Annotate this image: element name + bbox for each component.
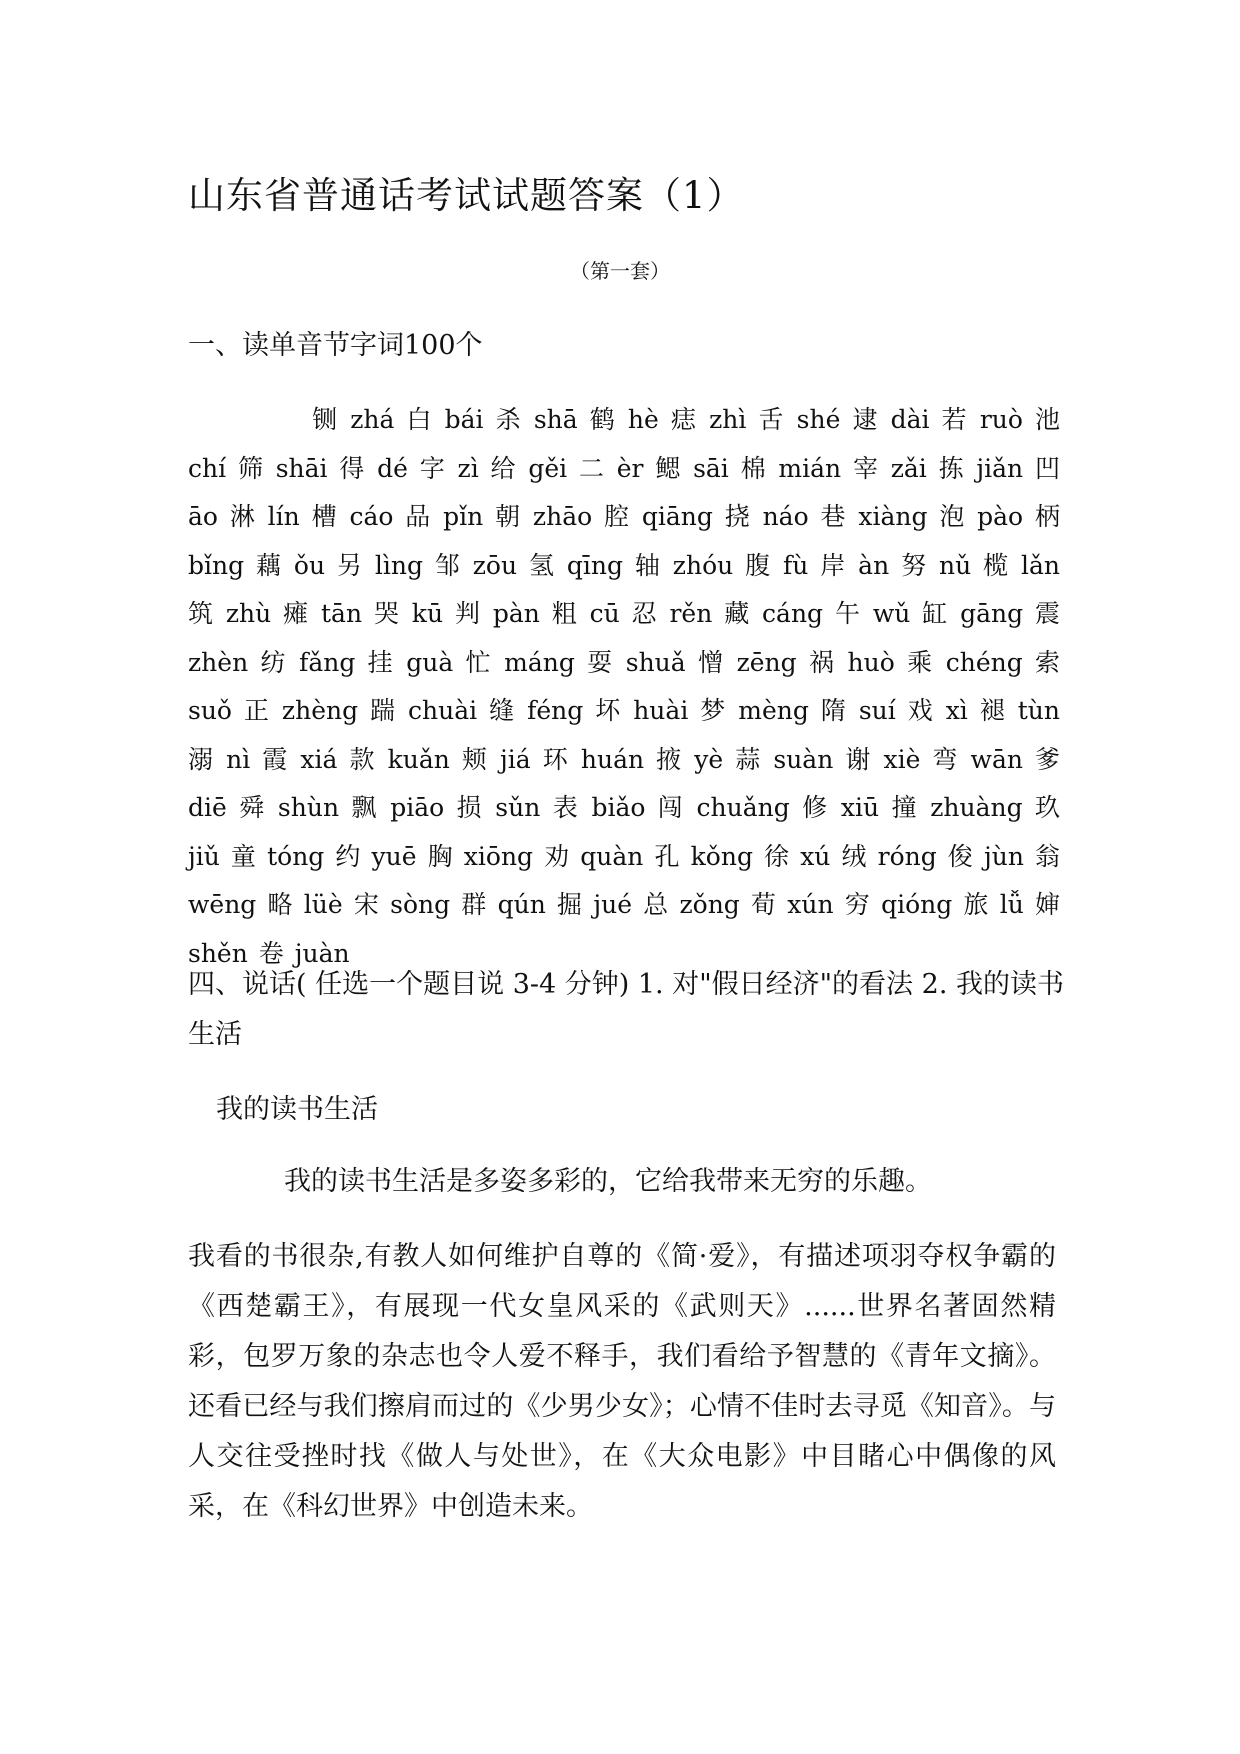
- essay-intro-paragraph: 我的读书生活是多姿多彩的，它给我带来无穷的乐趣。: [284, 1166, 932, 1197]
- syllable-list: 铡 zhá 白 bái 杀 shā 鹤 hè 痣 zhì 舌 shé 逮 dài 若 ruò 池 chí 筛 shāi 得 dé 字 zì 给 gěi 二 èr 鳃 sāi 棉 mián 宰 zǎi 拣 jiǎn 凹 āo 淋 lín 槽 cáo 品 pǐn 朝 zhāo 腔 qiāng 挠 náo 巷 xiàng 泡 pào 柄 bǐng 藕 ǒu 另 lìng 邹 zōu 氢 qīng 轴 zhóu 腹 fù 岸 àn 努 nǔ 榄 lǎn 筑 zhù 瘫 tān 哭 kū 判 pàn 粗 cū 忍 rěn 藏 cáng 午 wǔ 缸 gāng 震 zhèn 纺 fǎng 挂 guà 忙 máng 耍 shuǎ 憎 zēng 祸 huò 乘 chéng 索 suǒ 正 zhèng 踹 chuài 缝 féng 坏 huài 梦 mèng 隋 suí 戏 xì 褪 tùn 溺 nì 霞 xiá 款 kuǎn 颊 jiá 环 huán 掖 yè 蒜 suàn 谢 xiè 弯 wān 爹 diē 舜 shùn 飘 piāo 损 sǔn 表 biǎo 闯 chuǎng 修 xiū 撞 zhuàng 玖 jiǔ 童 tóng 约 yuē 胸 xiōng 劝 quàn 孔 kǒng 徐 xú 绒 róng 俊 jùn 翁 wēng 略 lüè 宋 sòng 群 qún 掘 jué 总 zǒng 荀 xún 穷 qióng 旅 lǚ 婶 shěn 卷 juàn: [188, 405, 1060, 968]
- essay-title: 我的读书生活: [216, 1094, 378, 1125]
- document-subtitle: （第一套）: [570, 259, 670, 283]
- essay-body-paragraph: 我看的书很杂,有教人如何维护自尊的《简·爱》，有描述项羽夺权争霸的《西楚霸王》，有展现一代女皇风采的《武则天》......世界名著固然精彩，包罗万象的杂志也令人爱不释手，我们看给予智慧的《青年文摘》。还看已经与我们擦肩而过的《少男少女》；心情不佳时去寻觅《知音》。与人交往受挫时找《做人与处世》，在《大众电影》中目睹心中偶像的风采，在《科幻世界》中创造未来。: [188, 1241, 1056, 1522]
- document-title: 山东省普通话考试试题答案（1）: [188, 174, 745, 217]
- section-4-heading: 四、说话( 任选一个题目说 3-4 分钟) 1. 对"假日经济"的看法 2. 我的读书生活: [188, 969, 1064, 1050]
- section-1-heading: 一、读单音节字词100个: [188, 330, 483, 361]
